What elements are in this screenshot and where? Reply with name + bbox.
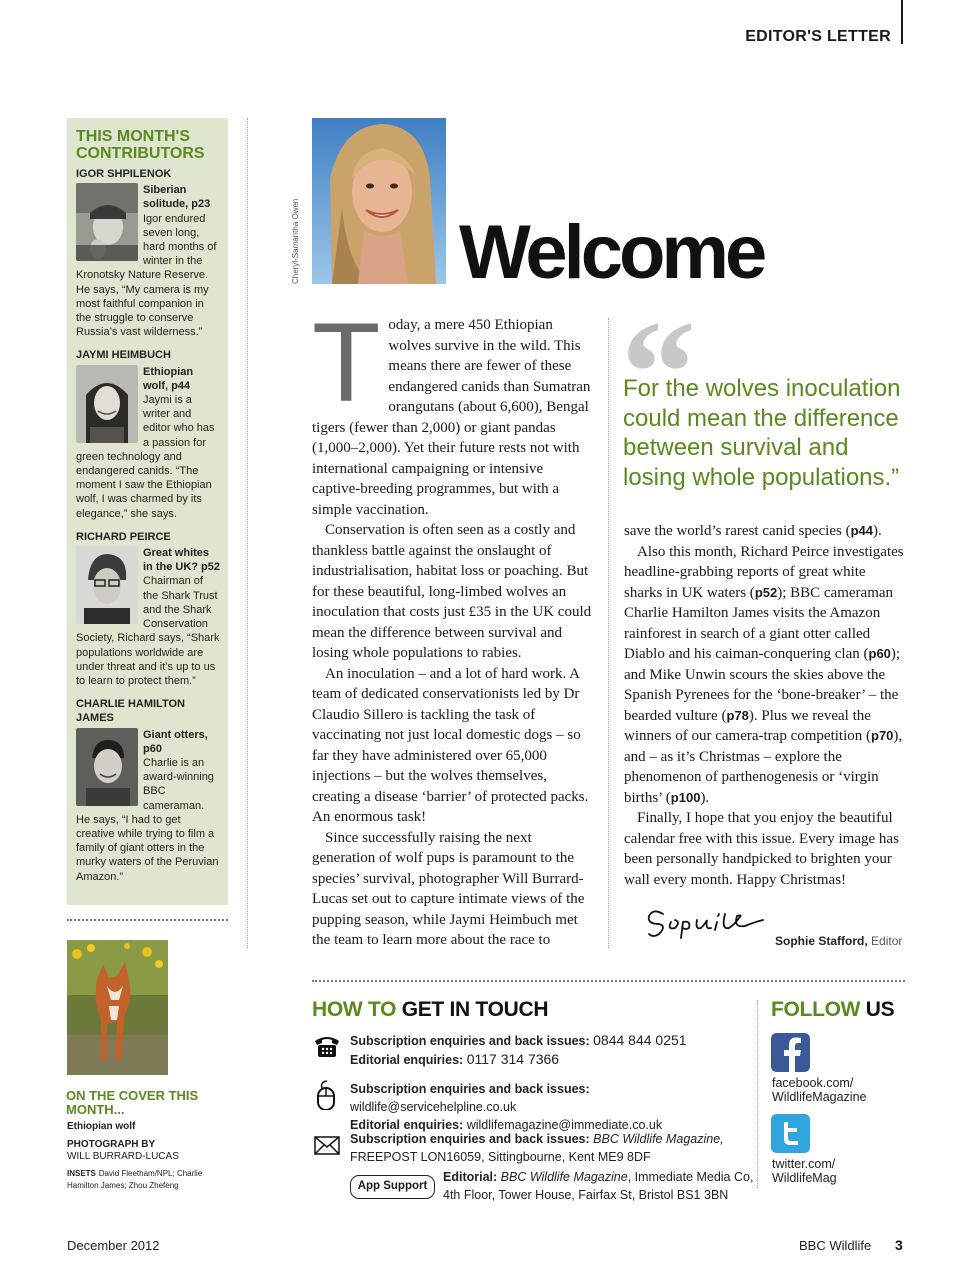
letter-paragraph [624,521,905,542]
contributor-topic: Siberian solitude, p23 [143,184,211,211]
editor-signed-name: Sophie Stafford, [775,934,868,948]
contributor-name: RICHARD PEIRCE [76,530,171,543]
contributor-name: IGOR SHPILENOK [76,168,172,180]
contributor-card [76,348,220,520]
letter-text: oday, a mere 450 Ethiopian wolves survive in the wild. This means there are fewer of these endangered canids than Sumatran orangutans (about 6,600), Bengal tigers (fewer than 2,000) or giant pandas (1,000–2,000). Yet their future rests not with international campaigning or intensive captive-breeding programmes, but with a simple vaccination. [312,317,591,518]
contributor-name: CHARLIE HAMILTON JAMES [76,698,185,725]
column-rule [247,118,248,948]
letter-paragraph: Conservation is often seen as a costly and thankless battle against the onslaught of industrialisation, habitat loss or poaching. But for these beautiful, long-limbed wolves an inoculation that costs just £35 in the UK could mean the difference between survival and losing whole populations to rabies. [312,522,592,661]
contributor-photo [76,728,138,806]
post-ed-address-2: 4th Floor, Tower House, Fairfax St, Bristol BS1 3BN [443,1188,729,1202]
cover-photographer: WILL BURRARD-LUCAS [67,1151,179,1162]
letter-text: ), and – as it’s Christmas – explore the phenomenon of parthenogenesis or ‘virgin births’ ( [624,728,903,806]
post-contact [312,1130,752,1166]
editorial-address [443,1168,763,1204]
contributor-bio: Chairman of the Shark Trust and the Shark Conservation Society, Richard says, “Shark populations worldwide are under threat and it’s up to us to learn to protect them.” [76,575,220,687]
column-rule [757,1000,758,1188]
sidebar-divider [67,919,228,921]
editor-name [775,934,902,948]
phone-sub-number[interactable]: 0844 844 0251 [593,1032,687,1048]
letter-paragraph: Finally, I hope that you enjoy the beautiful calendar free with this issue. Every image has been personally handpicked to brighten your wall every month. Happy Christmas! [624,810,899,888]
photo-credit: Cheryl-Samantha Owen [291,198,300,284]
email-contact [312,1080,752,1134]
post-ed-magazine: BBC Wildlife Magazine [500,1170,628,1184]
contributor-topic: Great whites in the UK? p52 [143,547,221,574]
contributor-bio: Charlie is an award-winning BBC cameraman. He says, “I had to get creative while trying to film a family of giant otters in the murky waters of the Peruvian Amazon.” [76,756,219,883]
twitter-icon[interactable] [771,1114,810,1153]
letter-paragraph: Since successfully raising the next generation of wolf pups is paramount to the species’ survival, photographer Will Burrard-Lucas set out to capture intimate views of the pupping season, while Jaymi Heimbuch met the team to learn more about the race to [312,829,585,948]
app-support-button[interactable]: App Support [350,1175,435,1199]
letter-column-1 [312,300,593,951]
facebook-link-line: WildlifeMagazine [772,1090,867,1104]
letter-text: ); and Mike Unwin scours the skies above the Spanish Pyrenees for the ‘bone-breaker’ – the bearded vulture ( [624,646,901,724]
page-ref: p52 [754,584,778,600]
cover-subject: Ethiopian wolf [67,1121,136,1132]
header-rule [901,0,903,44]
letter-paragraph [312,300,593,520]
facebook-link[interactable] [772,1076,866,1104]
contact-divider [312,980,905,982]
contributor-topic: Giant otters, p60 [143,728,208,755]
insets-label: INSETS [67,1169,96,1178]
contributor-photo [76,365,138,443]
issue-date: December 2012 [67,1238,160,1253]
envelope-icon [312,1130,342,1160]
contributor-card [76,530,220,688]
pull-quote: For the wolves inoculation could mean the difference between survival and losing whole populations.” [623,375,901,491]
contributors-heading: THIS MONTH'S CONTRIBUTORS [76,128,205,162]
magazine-name: BBC Wildlife [799,1238,872,1253]
letter-text: ). Plus we reveal the winners of our camera-trap competition ( [624,707,871,744]
letter-text: ). [700,789,710,806]
post-sub-label: Subscription enquiries and back issues: [350,1132,590,1146]
page-ref: p100 [670,789,701,805]
cover-info [67,1121,217,1192]
section-label: EDITOR'S LETTER [745,28,891,45]
follow-heading [771,998,894,1022]
contributor-name: JAYMI HEIMBUCH [76,349,171,362]
email-sub-label: Subscription enquiries and back issues: [350,1082,590,1096]
phone-sub-label: Subscription enquiries and back issues: [350,1034,590,1048]
welcome-headline: Welcome [459,210,764,295]
editor-role: Editor [871,934,903,948]
photo-by-label: PHOTOGRAPH BY [67,1139,156,1150]
contributor-bio: Igor endured seven long, hard months of winter in the Kronotsky Nature Reserve. He says, “My camera is my most faithful companion in the struggle to conserve Russia’s vast wilderness.” [76,212,217,339]
page-ref: p70 [871,728,894,743]
email-ed-label: Editorial enquiries: [350,1118,464,1132]
contributor-card [76,697,220,884]
post-ed-label: Editorial: [443,1170,498,1184]
follow-heading-black: US [865,998,895,1021]
page-ref: p60 [868,646,891,661]
cover-thumbnail[interactable] [67,940,168,1075]
column-rule [608,318,609,948]
contributor-card [76,167,220,339]
letter-text: Also this month, Richard Peirce investigates headline-grabbing reports of great white sharks in UK waters ( [624,543,904,601]
letter-paragraph: An inoculation – and a lot of hard work. A team of dedicated conservationists led by Dr Claudio Sillero is tackling the task of vaccinating not just local domestic dogs – so far they have administered over 65,000 injections – but the wolves themselves, creating a disease ‘barrier’ of protected packs. An enormous task! [312,665,589,825]
facebook-icon[interactable] [771,1033,810,1072]
follow-heading-green: FOLLOW [771,998,861,1021]
insets-credits: David Fleetham/NPL; Charlie Hamilton James; Zhou Zhefeng [67,1169,203,1190]
twitter-link-line: WildlifeMag [772,1171,837,1185]
cover-heading: ON THE COVER THIS MONTH... [66,1088,199,1117]
facebook-link-line: facebook.com/ [772,1076,854,1090]
telephone-icon [312,1031,342,1061]
email-ed-address[interactable]: wildlifemagazine@immediate.co.uk [466,1118,663,1132]
page-ref: p78 [726,707,749,723]
editor-signature [645,900,775,940]
letter-paragraph [624,542,905,809]
letter-column-2 [624,521,905,890]
phone-ed-number[interactable]: 0117 314 7366 [466,1051,560,1067]
phone-ed-label: Editorial enquiries: [350,1053,464,1067]
letter-text: save the world’s rarest canid species ( [624,523,851,539]
email-sub-address[interactable]: wildlife@servicehelpline.co.uk [350,1100,517,1114]
page-ref: p44 [850,523,873,538]
page-number: 3 [895,1237,903,1253]
post-ed-address-1: , Immediate Media Co, [627,1170,754,1184]
contact-heading [312,998,548,1022]
contributor-photo [76,546,138,624]
letter-text: ). [873,523,882,539]
drop-cap: T [312,300,381,425]
letter-text: ); BBC cameraman Charlie Hamilton James visits the Amazon rainforest in search of a giant otter called Diablo and his caiman-conquering clan ( [624,584,894,662]
post-sub-magazine: BBC Wildlife Magazine, [593,1132,724,1146]
contact-heading-green: HOW TO [312,998,397,1021]
mouse-icon [312,1080,342,1110]
contributor-photo [76,183,138,261]
twitter-link[interactable] [772,1157,837,1185]
editor-portrait [312,118,446,284]
phone-contact [312,1031,752,1069]
contributor-bio: Jaymi is a writer and editor who has a passion for green technology and endangered canids. “The moment I saw the Ethiopian wolf, I was charmed by its elegance,” she says. [76,394,215,520]
contributors-panel [67,118,228,905]
contributor-topic: Ethiopian wolf, p44 [143,365,194,392]
contact-heading-black: GET IN TOUCH [401,998,549,1021]
post-sub-address: FREEPOST LON16059, Sittingbourne, Kent ME9 8DF [350,1150,651,1164]
quote-mark-icon: “ [621,290,696,456]
twitter-link-line: twitter.com/ [772,1157,836,1171]
